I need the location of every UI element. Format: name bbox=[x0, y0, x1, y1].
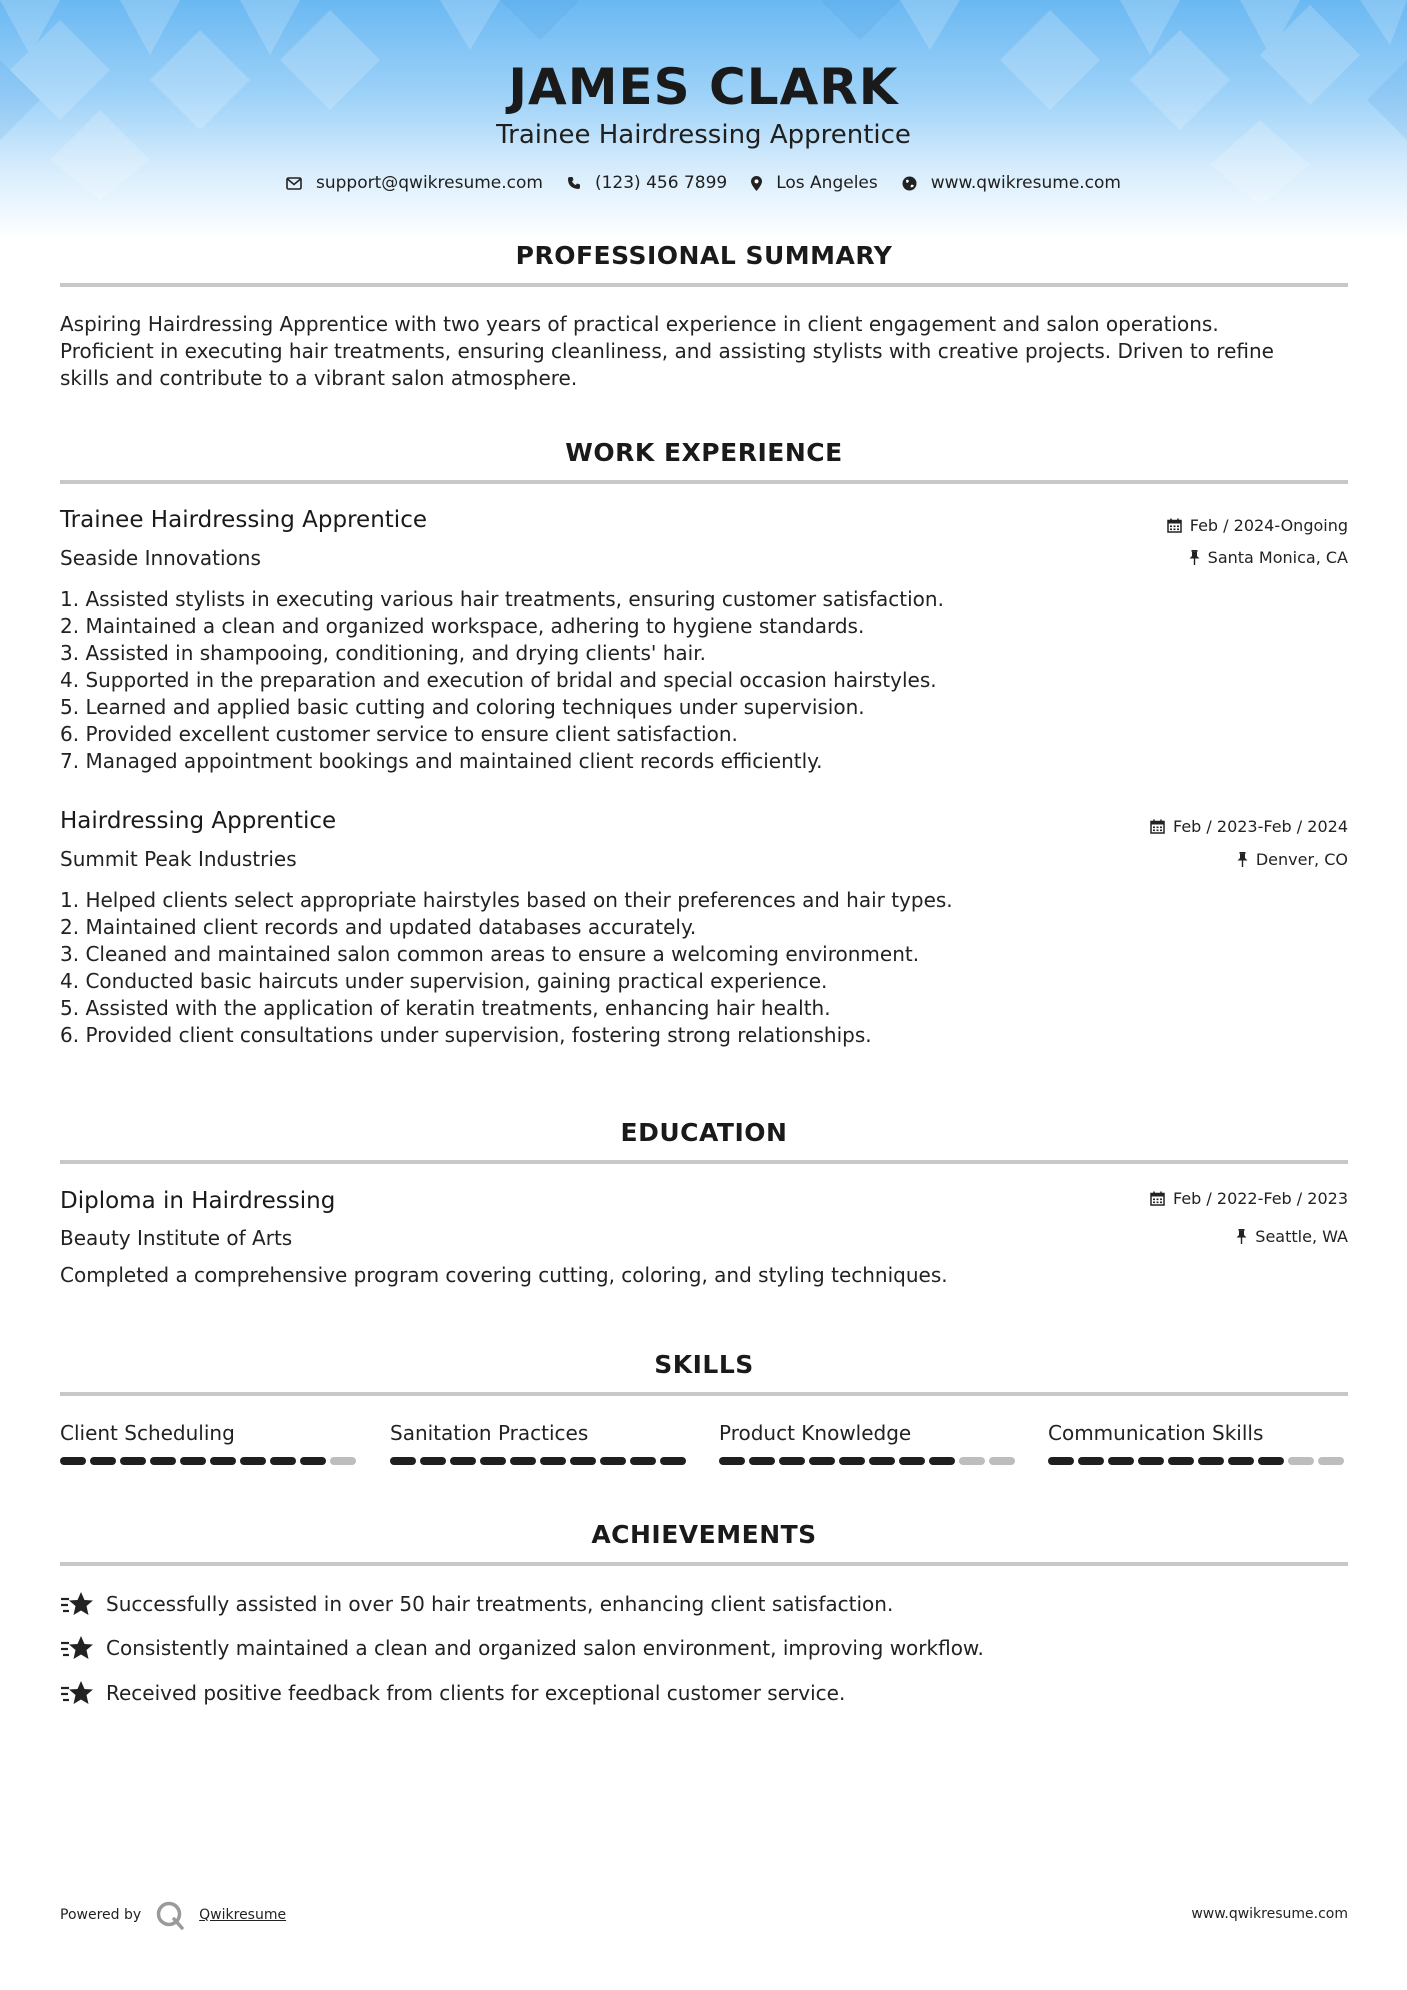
pushpin-icon bbox=[1236, 1229, 1247, 1244]
skill-dot-filled bbox=[300, 1457, 326, 1465]
achievement-item bbox=[60, 1635, 984, 1661]
achievement-text: Received positive feedback from clients for exceptional customer service. bbox=[106, 1681, 846, 1705]
skill-dot-filled bbox=[450, 1457, 476, 1465]
skill-dot-filled bbox=[270, 1457, 296, 1465]
skill-dot-filled bbox=[540, 1457, 566, 1465]
skill-dot-empty bbox=[989, 1457, 1015, 1465]
summary-line: Proficient in executing hair treatments, ensuring cleanliness, and assisting stylists with creative projects. Driven to refine bbox=[60, 339, 1274, 363]
skill-dot-filled bbox=[1108, 1457, 1134, 1465]
job-location bbox=[1189, 548, 1348, 567]
skill-dot-filled bbox=[1198, 1457, 1224, 1465]
skill-item bbox=[1048, 1421, 1348, 1445]
globe-icon bbox=[902, 176, 917, 191]
experience-heading: WORK EXPERIENCE bbox=[565, 438, 843, 467]
skill-rating bbox=[60, 1457, 360, 1465]
skill-dot-filled bbox=[1048, 1457, 1074, 1465]
calendar-icon bbox=[1150, 1191, 1165, 1206]
achievement-text: Consistently maintained a clean and organized salon environment, improving workflow. bbox=[106, 1636, 984, 1660]
achievements-divider bbox=[60, 1562, 1348, 1566]
star-icon bbox=[60, 1591, 94, 1617]
duty-item: 6. Provided client consultations under supervision, fostering strong relationships. bbox=[60, 1023, 872, 1047]
contact-email[interactable] bbox=[286, 173, 543, 193]
summary-text bbox=[60, 311, 1350, 392]
education-location bbox=[1236, 1227, 1348, 1246]
skill-dot-filled bbox=[809, 1457, 835, 1465]
skills-divider bbox=[60, 1392, 1348, 1396]
duty-item: 2. Maintained client records and updated databases accurately. bbox=[60, 915, 697, 939]
skill-dot-filled bbox=[480, 1457, 506, 1465]
achievements-heading: ACHIEVEMENTS bbox=[591, 1520, 817, 1549]
contact-bar bbox=[0, 173, 1407, 193]
powered-by-label: Powered by bbox=[60, 1907, 142, 1923]
envelope-icon bbox=[286, 177, 302, 190]
skill-name: Client Scheduling bbox=[60, 1421, 235, 1445]
skill-dot-filled bbox=[120, 1457, 146, 1465]
achievement-item bbox=[60, 1591, 893, 1617]
education-divider bbox=[60, 1160, 1348, 1164]
duty-item: 4. Conducted basic haircuts under supervision, gaining practical experience. bbox=[60, 969, 828, 993]
star-icon bbox=[60, 1680, 94, 1706]
skill-dot-filled bbox=[420, 1457, 446, 1465]
skill-dot-filled bbox=[869, 1457, 895, 1465]
skill-dot-empty bbox=[330, 1457, 356, 1465]
skill-dot-filled bbox=[1138, 1457, 1164, 1465]
skill-item bbox=[719, 1421, 1019, 1445]
duty-item: 2. Maintained a clean and organized workspace, adhering to hygiene standards. bbox=[60, 614, 865, 638]
pushpin-icon bbox=[1237, 852, 1248, 867]
education-dates bbox=[1150, 1189, 1348, 1208]
skill-rating bbox=[390, 1457, 690, 1465]
skill-dot-filled bbox=[390, 1457, 416, 1465]
skill-item bbox=[390, 1421, 690, 1445]
duty-item: 5. Assisted with the application of keratin treatments, enhancing hair health. bbox=[60, 996, 831, 1020]
skill-name: Sanitation Practices bbox=[390, 1421, 589, 1445]
summary-divider bbox=[60, 283, 1348, 287]
duty-list bbox=[60, 887, 1350, 1049]
contact-phone[interactable] bbox=[567, 173, 727, 193]
company-name: Seaside Innovations bbox=[60, 546, 261, 570]
star-icon bbox=[60, 1635, 94, 1661]
experience-divider bbox=[60, 480, 1348, 484]
skill-dot-filled bbox=[1228, 1457, 1254, 1465]
skill-dot-filled bbox=[60, 1457, 86, 1465]
skill-dot-filled bbox=[1258, 1457, 1284, 1465]
job-location-text: Santa Monica, CA bbox=[1207, 548, 1348, 567]
contact-location bbox=[751, 173, 878, 193]
job-dates-text: Feb / 2024-Ongoing bbox=[1189, 516, 1348, 535]
skill-dot-filled bbox=[210, 1457, 236, 1465]
website-text: www.qwikresume.com bbox=[930, 173, 1121, 193]
calendar-icon bbox=[1150, 819, 1165, 834]
duty-item: 1. Helped clients select appropriate hairstyles based on their preferences and hair types. bbox=[60, 888, 953, 912]
school-name: Beauty Institute of Arts bbox=[60, 1226, 293, 1250]
achievement-text: Successfully assisted in over 50 hair treatments, enhancing client satisfaction. bbox=[106, 1592, 894, 1616]
education-description: Completed a comprehensive program covering cutting, coloring, and styling techniques. bbox=[60, 1263, 948, 1287]
location-text: Los Angeles bbox=[776, 173, 878, 193]
skill-dot-filled bbox=[600, 1457, 626, 1465]
duty-item: 3. Cleaned and maintained salon common areas to ensure a welcoming environment. bbox=[60, 942, 920, 966]
skill-dot-filled bbox=[839, 1457, 865, 1465]
duty-list bbox=[60, 586, 1350, 775]
skill-dot-filled bbox=[779, 1457, 805, 1465]
skill-rating bbox=[1048, 1457, 1348, 1465]
skill-dot-filled bbox=[630, 1457, 656, 1465]
duty-item: 1. Assisted stylists in executing various hair treatments, ensuring customer satisfaction. bbox=[60, 587, 944, 611]
skill-rating bbox=[719, 1457, 1019, 1465]
summary-line: skills and contribute to a vibrant salon atmosphere. bbox=[60, 366, 578, 390]
skill-dot-filled bbox=[1078, 1457, 1104, 1465]
summary-heading: PROFESSIONAL SUMMARY bbox=[515, 241, 893, 270]
summary-line: Aspiring Hairdressing Apprentice with two years of practical experience in client engagement and salon operations. bbox=[60, 312, 1219, 336]
skill-dot-filled bbox=[150, 1457, 176, 1465]
qwikresume-logo-icon bbox=[155, 1900, 185, 1930]
job-dates bbox=[1150, 817, 1348, 836]
skill-dot-filled bbox=[899, 1457, 925, 1465]
footer-branding bbox=[60, 1900, 286, 1930]
skill-dot-filled bbox=[180, 1457, 206, 1465]
skill-dot-empty bbox=[959, 1457, 985, 1465]
skill-dot-filled bbox=[1168, 1457, 1194, 1465]
duty-item: 3. Assisted in shampooing, conditioning, and drying clients' hair. bbox=[60, 641, 706, 665]
calendar-icon bbox=[1167, 518, 1182, 533]
job-location-text: Denver, CO bbox=[1255, 850, 1348, 869]
contact-website[interactable] bbox=[902, 173, 1121, 193]
footer-website[interactable]: www.qwikresume.com bbox=[1191, 1906, 1348, 1922]
pushpin-icon bbox=[1189, 550, 1200, 565]
achievement-item bbox=[60, 1680, 845, 1706]
skill-dot-empty bbox=[1318, 1457, 1344, 1465]
map-pin-icon bbox=[751, 176, 762, 191]
skill-item bbox=[60, 1421, 360, 1445]
phone-icon bbox=[567, 176, 581, 190]
education-heading: EDUCATION bbox=[620, 1118, 788, 1147]
skill-dot-filled bbox=[660, 1457, 686, 1465]
skill-name: Communication Skills bbox=[1048, 1421, 1264, 1445]
job-dates-text: Feb / 2023-Feb / 2024 bbox=[1173, 817, 1348, 836]
duty-item: 7. Managed appointment bookings and maintained client records efficiently. bbox=[60, 749, 823, 773]
skill-dot-filled bbox=[240, 1457, 266, 1465]
degree-title: Diploma in Hairdressing bbox=[60, 1188, 336, 1214]
skill-dot-filled bbox=[90, 1457, 116, 1465]
qwikresume-link[interactable]: Qwikresume bbox=[199, 1907, 287, 1923]
duty-item: 5. Learned and applied basic cutting and coloring techniques under supervision. bbox=[60, 695, 865, 719]
skills-heading: SKILLS bbox=[654, 1350, 754, 1379]
company-name: Summit Peak Industries bbox=[60, 847, 297, 871]
job-dates bbox=[1167, 516, 1348, 535]
skill-dot-filled bbox=[510, 1457, 536, 1465]
skill-name: Product Knowledge bbox=[719, 1421, 912, 1445]
job-title: Trainee Hairdressing Apprentice bbox=[60, 507, 427, 533]
phone-text: (123) 456 7899 bbox=[594, 173, 728, 193]
email-text: support@qwikresume.com bbox=[316, 173, 543, 193]
skills-grid bbox=[60, 1421, 1348, 1471]
skill-dot-empty bbox=[1288, 1457, 1314, 1465]
job-title: Hairdressing Apprentice bbox=[60, 808, 337, 834]
candidate-title: Trainee Hairdressing Apprentice bbox=[496, 120, 911, 150]
skill-dot-filled bbox=[749, 1457, 775, 1465]
duty-item: 6. Provided excellent customer service to ensure client satisfaction. bbox=[60, 722, 738, 746]
job-location bbox=[1237, 850, 1348, 869]
skill-dot-filled bbox=[929, 1457, 955, 1465]
duty-item: 4. Supported in the preparation and execution of bridal and special occasion hairstyles. bbox=[60, 668, 937, 692]
skill-dot-filled bbox=[719, 1457, 745, 1465]
candidate-name: JAMES CLARK bbox=[508, 58, 899, 116]
education-dates-text: Feb / 2022-Feb / 2023 bbox=[1173, 1189, 1348, 1208]
education-location-text: Seattle, WA bbox=[1255, 1227, 1348, 1246]
skill-dot-filled bbox=[570, 1457, 596, 1465]
